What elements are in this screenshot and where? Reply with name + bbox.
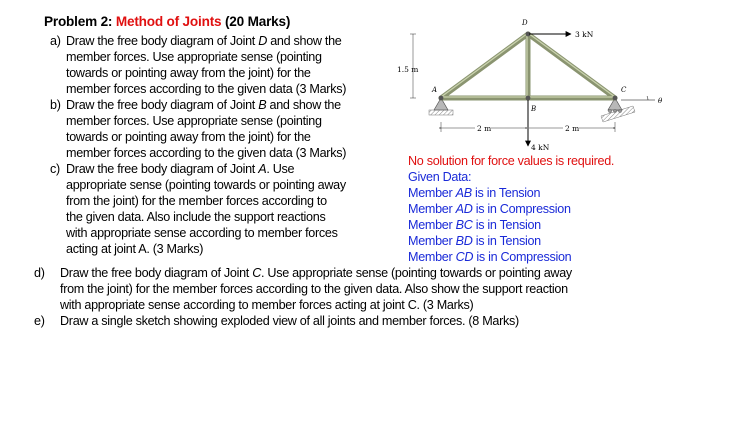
part-d-line-2: from the joint) for the member forces according to the given data. Also show the support reaction bbox=[60, 282, 568, 296]
label-span-left: 2 m bbox=[477, 124, 492, 133]
part-a-line-3: towards or pointing away from the joint) for the bbox=[66, 66, 311, 80]
given-member-bd: Member BD is in Tension bbox=[408, 234, 541, 248]
given-member-bc: Member BC is in Tension bbox=[408, 218, 541, 232]
label-joint-b: B bbox=[531, 105, 537, 113]
label-height: 1.5 m bbox=[397, 65, 419, 74]
title-suffix: (20 Marks) bbox=[221, 14, 291, 29]
part-a-line-1: Draw the free body diagram of Joint D and show the bbox=[66, 34, 342, 48]
angle-arc bbox=[647, 96, 648, 100]
title-prefix: Problem 2: bbox=[44, 14, 116, 29]
part-c-line-4: the given data. Also include the support reactions bbox=[66, 210, 326, 224]
label-joint-a: A bbox=[432, 86, 438, 94]
part-e-text: Draw a single sketch showing exploded view of all joints and member forces. (8 Marks) bbox=[60, 314, 519, 328]
part-b-line-3: towards or pointing away from the joint) for the bbox=[66, 130, 311, 144]
given-member-ab: Member AB is in Tension bbox=[408, 186, 541, 200]
part-e-label: e) bbox=[34, 314, 45, 328]
no-solution-notice: No solution for force values is required. bbox=[408, 154, 615, 168]
part-a-line-4: member forces according to the given data (3 Marks) bbox=[66, 82, 347, 96]
part-a-label: a) bbox=[50, 34, 61, 48]
part-b-line-4: member forces according to the given data (3 Marks) bbox=[66, 146, 347, 160]
truss-diagram bbox=[393, 8, 675, 158]
part-c-label: c) bbox=[50, 162, 60, 176]
label-load-4kn: 4 kN bbox=[531, 143, 550, 152]
joint-a bbox=[439, 96, 444, 101]
part-c-line-5: with appropriate sense according to member forces bbox=[66, 226, 338, 240]
label-angle-theta: θ bbox=[658, 97, 663, 105]
part-c-line-3: from the joint) for the member forces according to bbox=[66, 194, 327, 208]
part-c-line-6: acting at joint A. (3 Marks) bbox=[66, 242, 204, 256]
label-joint-c: C bbox=[621, 86, 627, 94]
part-d-label: d) bbox=[34, 266, 45, 280]
support-a-pin bbox=[429, 98, 453, 115]
member-cd bbox=[528, 34, 615, 98]
truss-members bbox=[441, 34, 615, 98]
given-member-ad: Member AD is in Compression bbox=[408, 202, 571, 216]
label-load-3kn: 3 kN bbox=[575, 30, 594, 39]
given-member-cd: Member CD is in Compression bbox=[408, 250, 572, 264]
part-b-label: b) bbox=[50, 98, 61, 112]
part-d-line-1: Draw the free body diagram of Joint C. Use appropriate sense (pointing towards or pointing away bbox=[60, 266, 572, 280]
joint-b bbox=[526, 96, 531, 101]
member-ad bbox=[441, 34, 528, 98]
part-c-line-1: Draw the free body diagram of Joint A. Use bbox=[66, 162, 295, 176]
given-data-heading: Given Data: bbox=[408, 170, 472, 184]
label-span-right: 2 m bbox=[565, 124, 580, 133]
part-b-line-1: Draw the free body diagram of Joint B and show the bbox=[66, 98, 341, 112]
problem-title bbox=[44, 14, 290, 29]
part-c-line-2: appropriate sense (pointing towards or pointing away bbox=[66, 178, 346, 192]
title-highlight: Method of Joints bbox=[115, 14, 222, 29]
label-joint-d: D bbox=[522, 19, 528, 27]
part-a-line-2: member forces. Use appropriate sense (pointing bbox=[66, 50, 322, 64]
part-b-line-2: member forces. Use appropriate sense (pointing bbox=[66, 114, 322, 128]
joint-c bbox=[613, 96, 618, 101]
part-d-line-3: with appropriate sense according to member forces acting at joint C. (3 Marks) bbox=[60, 298, 474, 312]
